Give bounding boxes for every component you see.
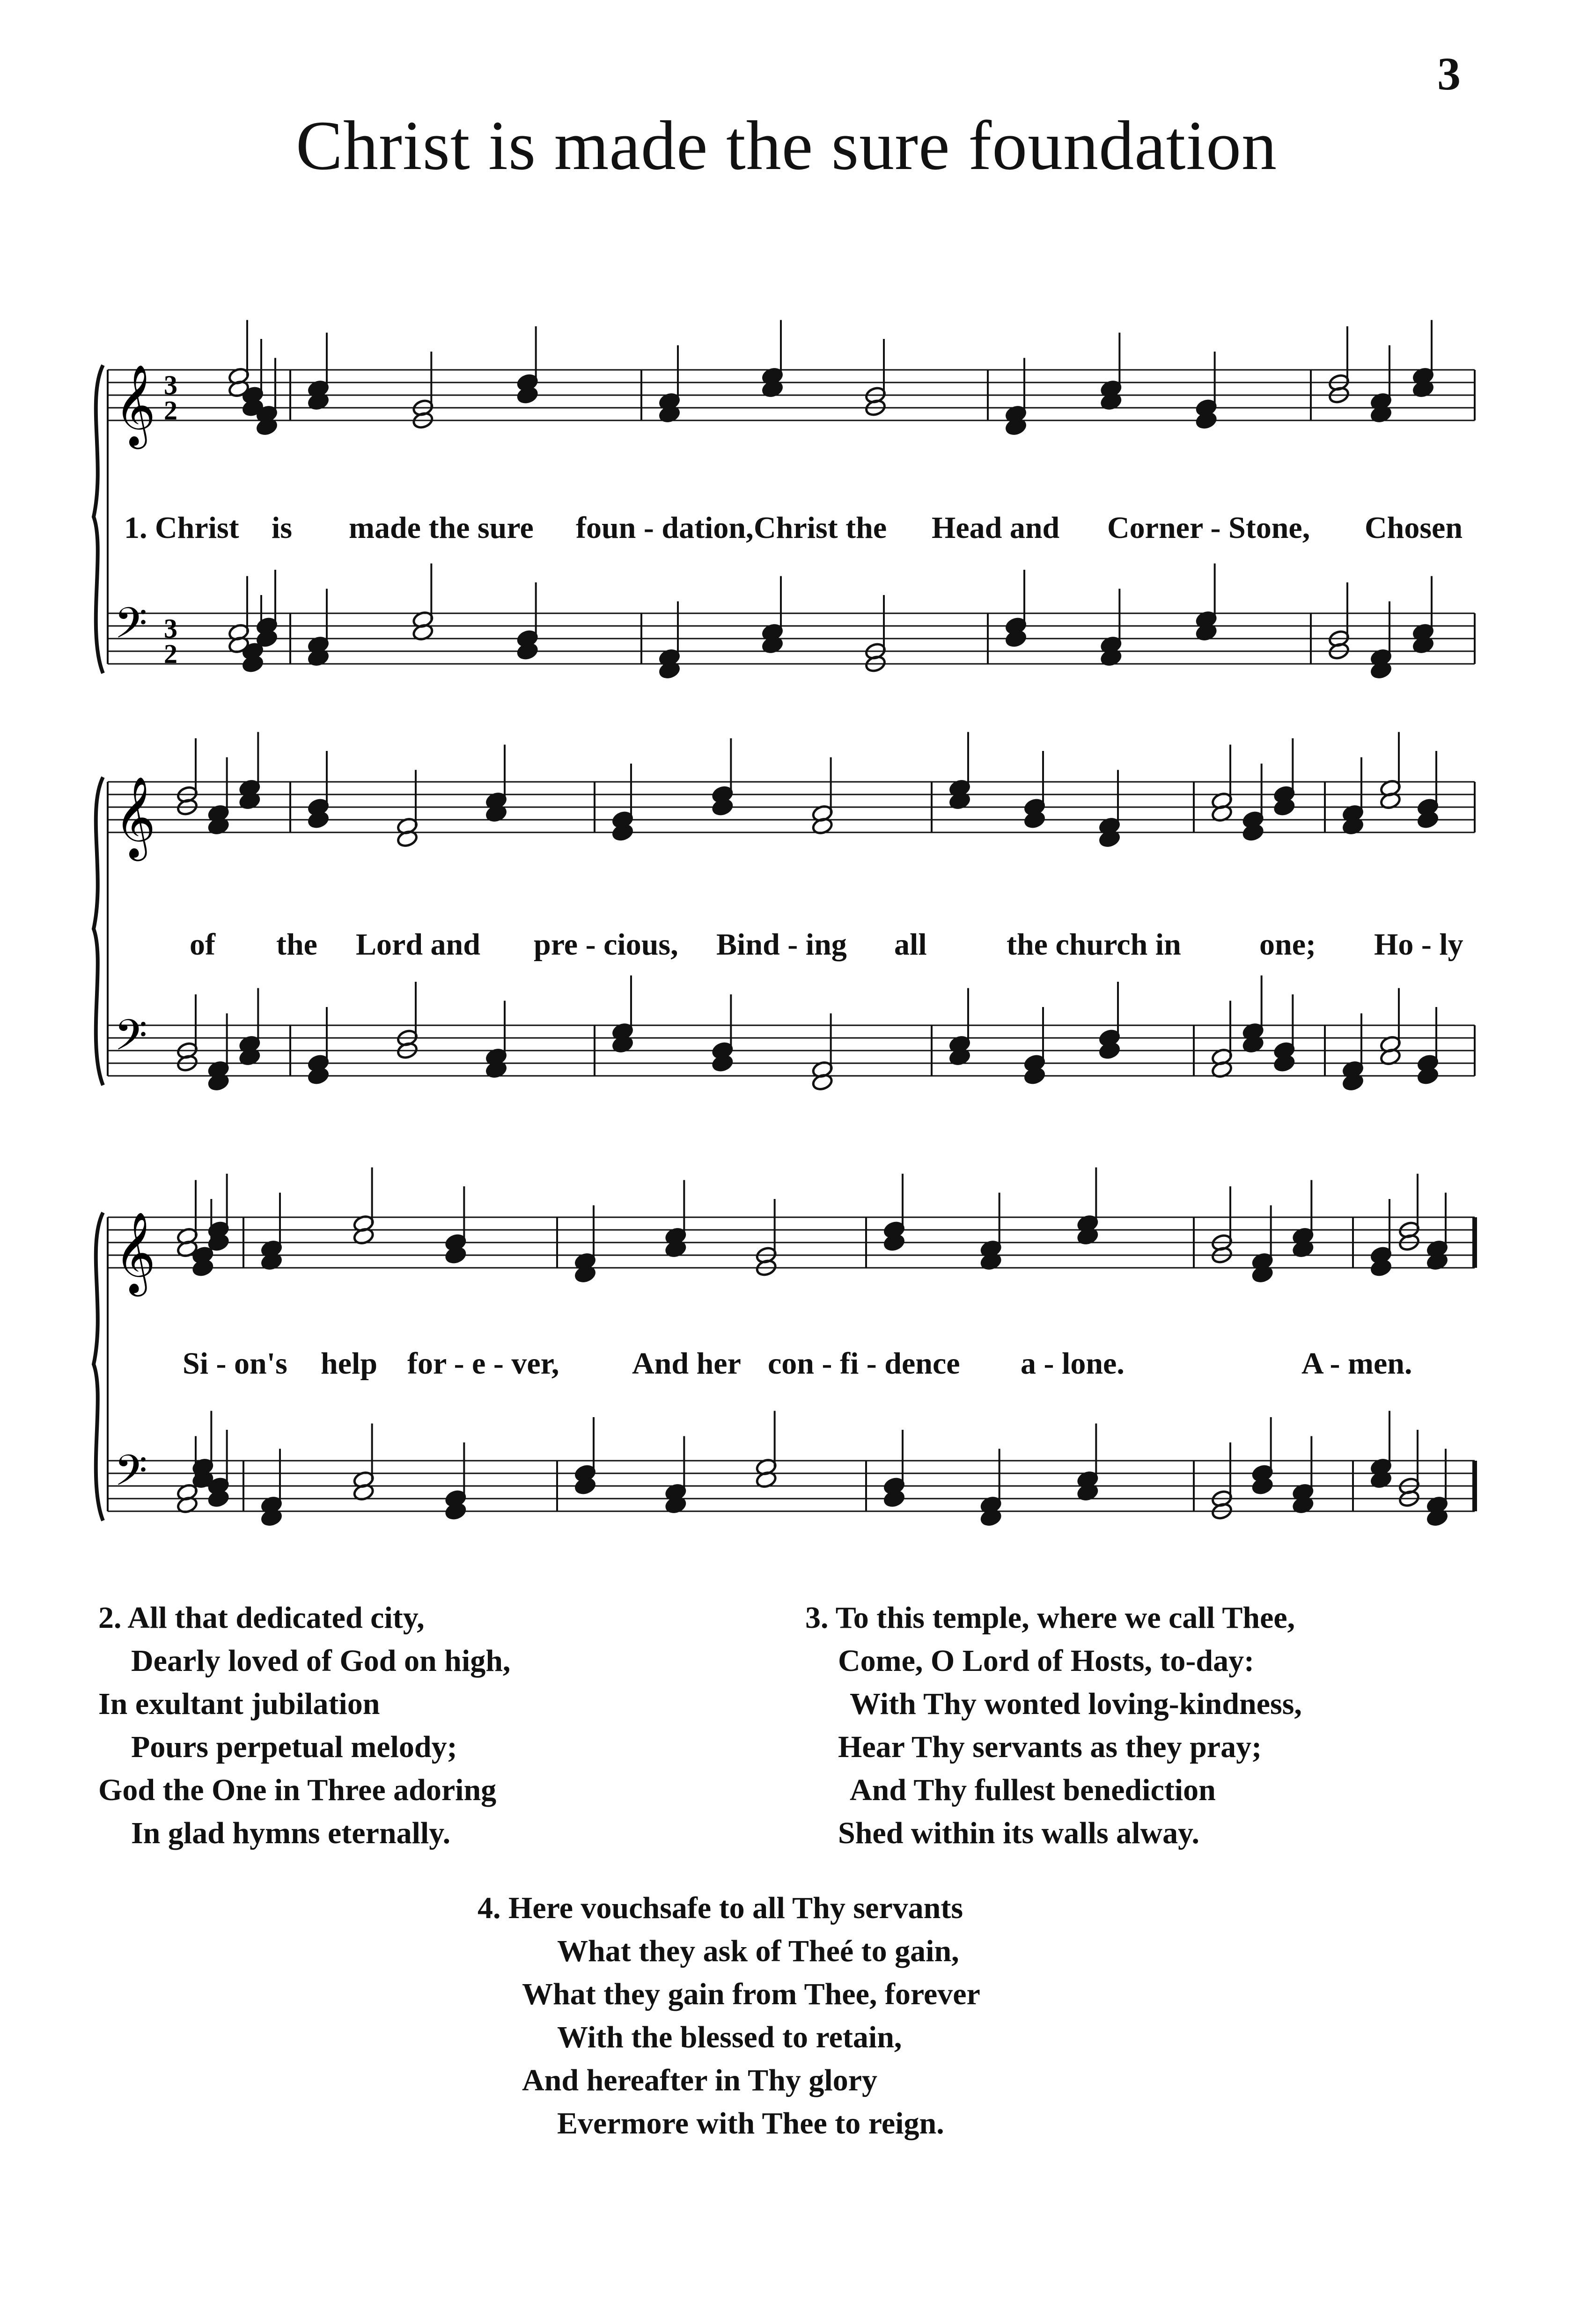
verse-4 xyxy=(478,1887,980,2145)
time-signature-bottom: 2 xyxy=(164,395,177,426)
hymn-title: Christ is made the sure foundation xyxy=(295,107,1278,184)
bass-clef-icon: 𝄢 xyxy=(114,1446,147,1506)
lyric-syllable: of xyxy=(190,927,215,962)
lyric-syllable: a - lone. xyxy=(1021,1346,1125,1381)
verse-line: What they gain from Thee, forever xyxy=(522,1977,980,2011)
verse-line: Hear Thy servants as they pray; xyxy=(838,1730,1262,1764)
verse-line: God the One in Three adoring xyxy=(98,1773,497,1807)
lyric-syllable: Head and xyxy=(932,511,1060,545)
verse-line: 2. All that dedicated city, xyxy=(98,1601,425,1635)
verse-line: In glad hymns eternally. xyxy=(131,1816,451,1850)
lyric-syllable: Corner - Stone, xyxy=(1107,511,1310,545)
bass-clef-icon: 𝄢 xyxy=(114,1010,147,1071)
verse-line: 3. To this temple, where we call Thee, xyxy=(805,1601,1295,1635)
time-signature-top: 3 xyxy=(164,613,177,644)
lyric-syllable: Bind - ing xyxy=(716,927,847,962)
verse-line: What they ask of Theé to gain, xyxy=(557,1934,959,1968)
bass-clef-icon: 𝄢 xyxy=(114,598,147,659)
verse-line: And hereafter in Thy glory xyxy=(522,2063,878,2097)
verse-line: Come, O Lord of Hosts, to-day: xyxy=(838,1644,1255,1678)
verse-line: Dearly loved of God on high, xyxy=(131,1644,511,1678)
lyric-syllable: the xyxy=(276,927,317,962)
lyric-syllable: And her xyxy=(632,1346,741,1381)
lyrics-line-3 xyxy=(89,1346,1493,1402)
lyric-syllable: is xyxy=(272,511,293,545)
lyric-syllable: Chosen xyxy=(1365,511,1463,545)
verse-line: Evermore with Thee to reign. xyxy=(557,2106,944,2140)
time-signature-bottom: 2 xyxy=(164,639,177,669)
lyric-syllable: help xyxy=(321,1346,378,1381)
lyric-syllable: made the sure xyxy=(349,511,534,545)
lyric-syllable: for - e - ver, xyxy=(407,1346,559,1381)
lyrics-line-1 xyxy=(89,510,1493,566)
treble-clef-icon: 𝄞 xyxy=(114,776,156,858)
lyric-syllable: all xyxy=(894,927,927,962)
lyric-syllable: Si - on's xyxy=(183,1346,287,1381)
lyric-syllable: Lord and xyxy=(356,927,480,962)
lyric-syllable: Christ the xyxy=(754,511,887,545)
lyric-syllable: pre - cious, xyxy=(534,927,678,962)
verse-2 xyxy=(98,1596,510,1855)
verse-line: With Thy wonted loving-kindness, xyxy=(850,1687,1302,1721)
lyric-syllable: one; xyxy=(1259,927,1316,962)
lyric-syllable: Ho - ly xyxy=(1374,927,1463,962)
time-signature-top: 3 xyxy=(164,370,177,400)
treble-clef-icon: 𝄞 xyxy=(114,364,156,446)
lyric-syllable: foun - dation, xyxy=(576,511,754,545)
lyric-syllable: A - men. xyxy=(1301,1346,1412,1381)
verse-line: Pours perpetual melody; xyxy=(131,1730,457,1764)
verse-line: And Thy fullest benediction xyxy=(850,1773,1216,1807)
treble-clef-icon: 𝄞 xyxy=(114,1212,156,1293)
lyric-syllable: con - fi - dence xyxy=(768,1346,960,1381)
lyrics-line-2 xyxy=(89,927,1493,983)
lyric-syllable: 1. Christ xyxy=(124,511,239,545)
verse-line: In exultant jubilation xyxy=(98,1687,380,1721)
verse-line: With the blessed to retain, xyxy=(557,2020,902,2054)
lyric-syllable: the church in xyxy=(1007,927,1181,962)
verse-line: Shed within its walls alway. xyxy=(838,1816,1200,1850)
verse-3 xyxy=(805,1596,1302,1855)
page-number: 3 xyxy=(1437,48,1461,100)
verse-line: 4. Here vouchsafe to all Thy servants xyxy=(478,1891,963,1925)
